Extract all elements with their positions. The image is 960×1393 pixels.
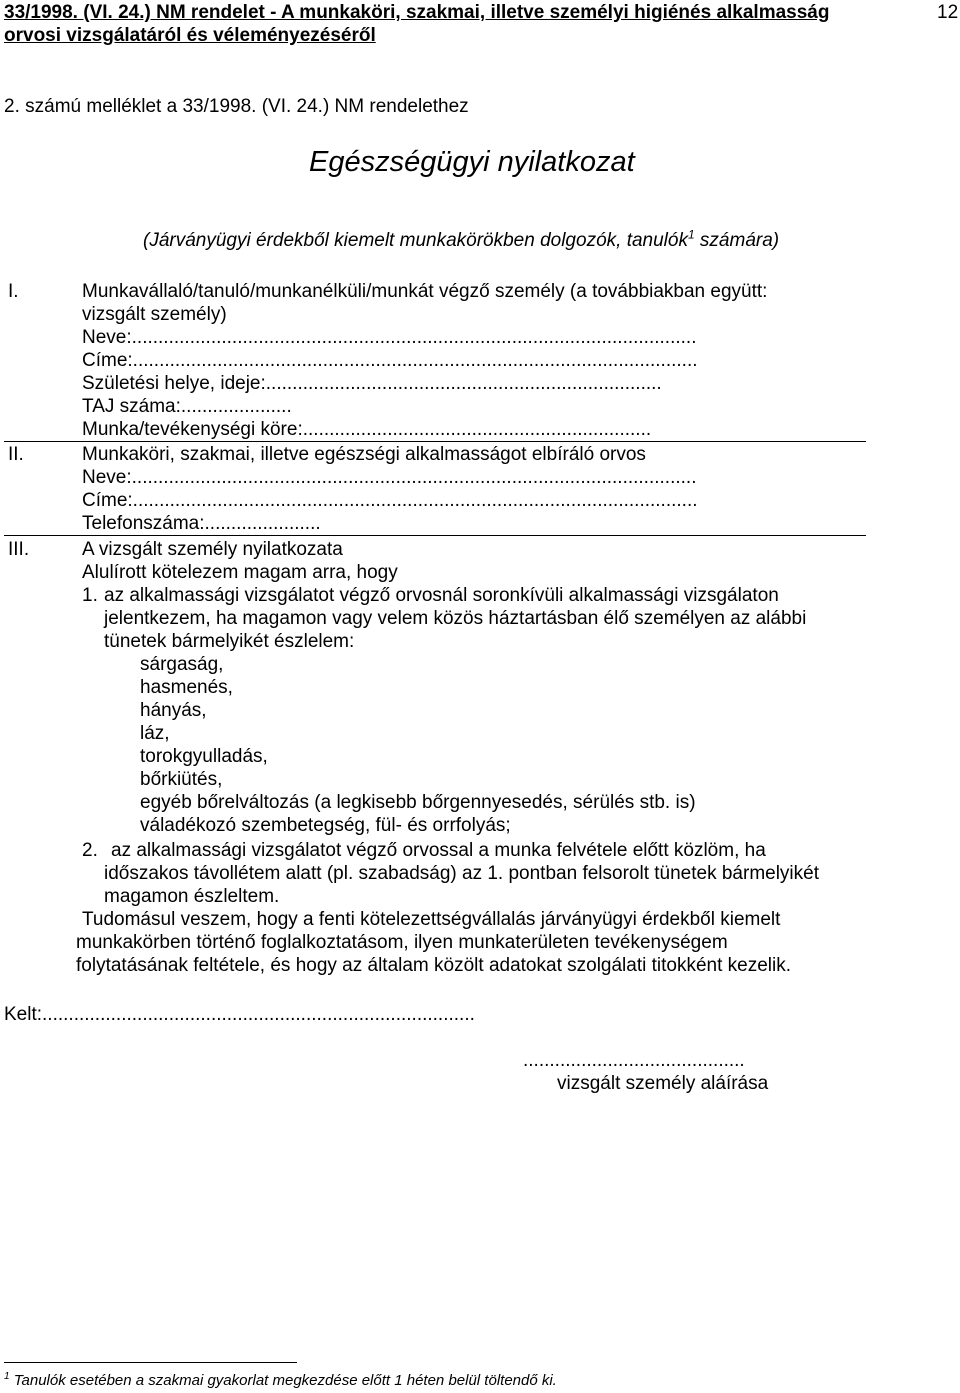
symptom-item: sárgaság, <box>140 654 224 675</box>
closing-paragraph: munkakörben történő foglalkoztatásom, ilyen munkaterületen tevékenységem <box>76 932 728 953</box>
footnote-separator <box>4 1362 297 1363</box>
page-number: 12 <box>937 2 959 23</box>
document-title: Egészségügyi nyilatkozat <box>309 146 635 178</box>
item-2-number: 2. <box>82 840 98 861</box>
symptom-item: láz, <box>140 723 170 744</box>
section-2-number: II. <box>8 444 24 465</box>
subtitle-text: (Járványügyi érdekből kiemelt munkakörökben dolgozók, tanulók <box>143 230 688 251</box>
item-2-text: az alkalmassági vizsgálatot végző orvossal a munka felvétele előtt közlöm, ha <box>111 840 766 861</box>
doctor-phone-field: Telefonszáma:...................... <box>82 513 321 534</box>
item-1-number: 1. <box>82 585 98 606</box>
section-1-heading: Munkavállaló/tanuló/munkanélküli/munkát végző személy (a továbbiakban együtt: <box>82 281 768 302</box>
symptom-item: hasmenés, <box>140 677 233 698</box>
item-1-text: tünetek bármelyikét észlelem: <box>104 631 355 652</box>
section-1-number: I. <box>8 281 19 302</box>
date-field: Kelt:.................................................................................. <box>4 1004 475 1025</box>
symptom-item: bőrkiütés, <box>140 769 223 790</box>
header-line-1: 33/1998. (VI. 24.) NM rendelet - A munkaköri, szakmai, illetve személyi higiénés alkalmasság <box>4 2 830 23</box>
item-1-text: az alkalmassági vizsgálatot végző orvosnál soronkívüli alkalmassági vizsgálaton <box>104 585 779 606</box>
closing-paragraph: Tudomásul veszem, hogy a fenti kötelezettségvállalás járványügyi érdekből kiemelt <box>82 909 781 930</box>
footnote-text: Tanulók esetében a szakmai gyakorlat megkezdése előtt 1 héten belül töltendő ki. <box>9 1372 557 1389</box>
symptom-item: hányás, <box>140 700 207 721</box>
section-3-number: III. <box>8 539 30 560</box>
doctor-address-field: Címe:........................................................................................................... <box>82 490 698 511</box>
field-job: Munka/tevékenységi köre:.................................................................. <box>82 419 652 440</box>
symptom-item: váladékozó szembetegség, fül- és orrfolyás; <box>140 815 511 836</box>
annex-title: 2. számú melléklet a 33/1998. (VI. 24.) NM rendelethez <box>4 96 469 117</box>
section-3-heading: A vizsgált személy nyilatkozata <box>82 539 343 560</box>
field-address: Címe:........................................................................................................... <box>82 350 698 371</box>
section-2-heading: Munkaköri, szakmai, illetve egészségi alkalmasságot elbíráló orvos <box>82 444 646 465</box>
field-name: Neve:........................................................................................................... <box>82 327 697 348</box>
subtitle-text-end: számára) <box>694 230 780 251</box>
closing-paragraph: folytatásának feltétele, és hogy az általam közölt adatokat szolgálati titokként kezelik. <box>76 955 792 976</box>
section-3-intro: Alulírott kötelezem magam arra, hogy <box>82 562 398 583</box>
symptom-item: torokgyulladás, <box>140 746 268 767</box>
footnote-reference: 1 <box>687 227 695 242</box>
field-birth: Születési helye, ideje:........................................................................... <box>82 373 662 394</box>
footnote <box>4 1372 557 1389</box>
doctor-name-field: Neve:........................................................................................................... <box>82 467 697 488</box>
symptom-item: egyéb bőrelváltozás (a legkisebb bőrgennyesedés, sérülés stb. is) <box>140 792 696 813</box>
document-subtitle <box>143 227 780 252</box>
section-divider <box>4 441 866 442</box>
item-2-text: magamon észleltem. <box>104 886 280 907</box>
signature-label: vizsgált személy aláírása <box>557 1073 769 1094</box>
signature-line: .......................................... <box>523 1050 745 1071</box>
field-taj: TAJ száma:..................... <box>82 396 292 417</box>
footnote-number: 1 <box>4 1371 10 1382</box>
header-line-2: orvosi vizsgálatáról és véleményezéséről <box>4 25 376 46</box>
section-1-heading-cont: vizsgált személy) <box>82 304 227 325</box>
item-1-text: jelentkezem, ha magamon vagy velem közös háztartásban élő személyen az alábbi <box>104 608 807 629</box>
item-2-text: időszakos távollétem alatt (pl. szabadság) az 1. pontban felsorolt tünetek bármelyikét <box>104 863 819 884</box>
section-divider <box>4 535 866 536</box>
